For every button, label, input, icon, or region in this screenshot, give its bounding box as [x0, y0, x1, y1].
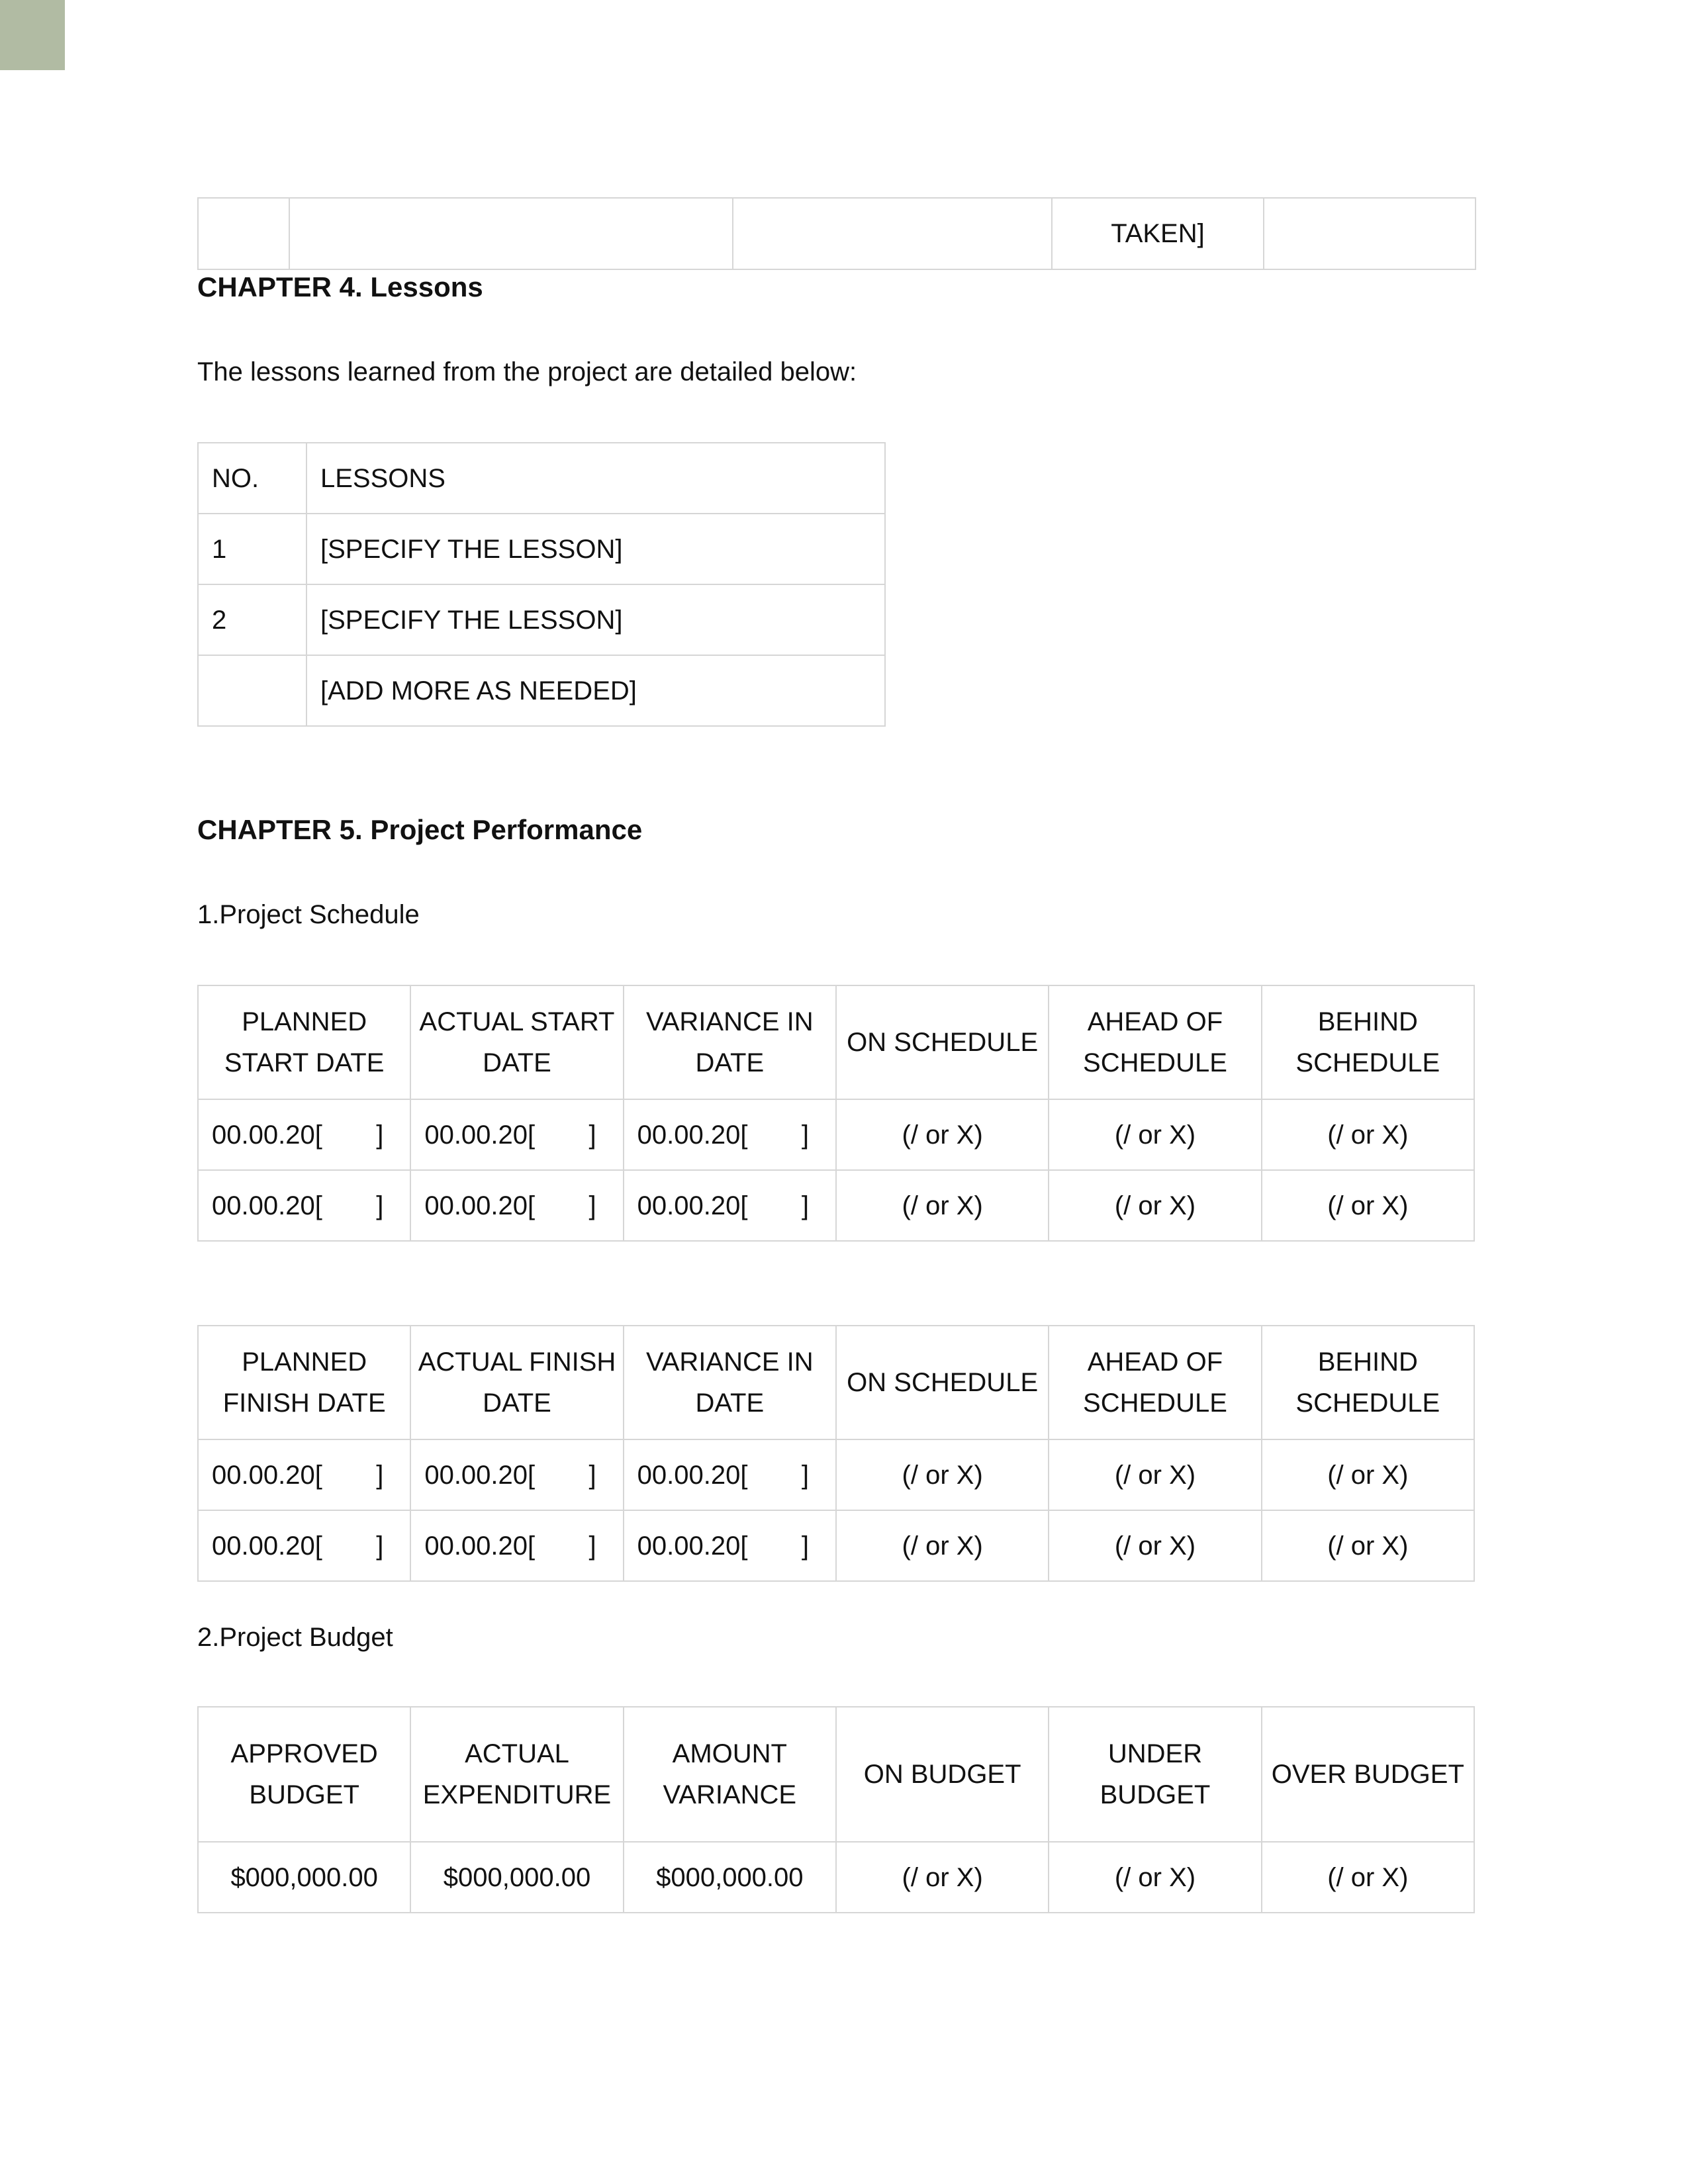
- table-row: [198, 1099, 1474, 1170]
- table-cell: 2: [198, 584, 306, 655]
- table-cell: $000,000.00: [410, 1842, 623, 1913]
- corner-color-block: [0, 0, 65, 70]
- table-cell: [198, 198, 289, 269]
- column-header: ON SCHEDULE: [836, 985, 1049, 1099]
- column-header: UNDER BUDGET: [1049, 1707, 1261, 1842]
- date-cell: 00.00.20[ ]: [198, 1099, 410, 1170]
- table-cell: TAKEN]: [1052, 198, 1264, 269]
- table-row: [198, 1170, 1474, 1241]
- table-cell: (/ or X): [1049, 1842, 1261, 1913]
- table-cell: 1: [198, 514, 306, 584]
- table-row: [198, 198, 1476, 269]
- column-header: NO.: [198, 443, 306, 514]
- column-header: AMOUNT VARIANCE: [624, 1707, 836, 1842]
- table-cell: (/ or X): [1262, 1842, 1474, 1913]
- column-header: VARIANCE IN DATE: [624, 1326, 836, 1439]
- date-cell: 00.00.20[ ]: [198, 1510, 410, 1581]
- column-header: ACTUAL FINISH DATE: [410, 1326, 623, 1439]
- table-cell: [289, 198, 733, 269]
- column-header: LESSONS: [306, 443, 885, 514]
- table-cell: (/ or X): [836, 1170, 1049, 1241]
- table-cell: (/ or X): [836, 1439, 1049, 1510]
- table-cell: (/ or X): [1262, 1099, 1474, 1170]
- column-header: AHEAD OF SCHEDULE: [1049, 1326, 1261, 1439]
- top-continuation-table: [197, 197, 1476, 270]
- table-cell: $000,000.00: [198, 1842, 410, 1913]
- table-cell: [1264, 198, 1476, 269]
- schedule-finish-table: [197, 1325, 1475, 1582]
- budget-section-label: 2.Project Budget: [197, 1623, 393, 1652]
- table-row: [198, 1510, 1474, 1581]
- table-row: [198, 514, 885, 584]
- table-cell: [733, 198, 1052, 269]
- schedule-start-table: [197, 985, 1475, 1242]
- table-header-row: [198, 985, 1474, 1099]
- column-header: ON BUDGET: [836, 1707, 1049, 1842]
- schedule-section-label: 1.Project Schedule: [197, 900, 420, 929]
- chapter-4-heading: CHAPTER 4. Lessons: [197, 271, 483, 302]
- table-row: [198, 1439, 1474, 1510]
- table-cell: [ADD MORE AS NEEDED]: [306, 655, 885, 726]
- column-header: BEHIND SCHEDULE: [1262, 1326, 1474, 1439]
- table-cell: (/ or X): [1262, 1439, 1474, 1510]
- date-cell: 00.00.20[ ]: [410, 1099, 623, 1170]
- table-row: [198, 1842, 1474, 1913]
- column-header: ACTUAL EXPENDITURE: [410, 1707, 623, 1842]
- table-cell: [SPECIFY THE LESSON]: [306, 514, 885, 584]
- date-cell: 00.00.20[ ]: [624, 1439, 836, 1510]
- date-cell: 00.00.20[ ]: [198, 1439, 410, 1510]
- table-cell: $000,000.00: [624, 1842, 836, 1913]
- column-header: OVER BUDGET: [1262, 1707, 1474, 1842]
- table-cell: (/ or X): [1049, 1170, 1261, 1241]
- date-cell: 00.00.20[ ]: [198, 1170, 410, 1241]
- table-cell: (/ or X): [1049, 1510, 1261, 1581]
- column-header: PLANNED FINISH DATE: [198, 1326, 410, 1439]
- table-cell: (/ or X): [1262, 1170, 1474, 1241]
- lessons-table: [197, 442, 886, 727]
- table-header-row: [198, 1326, 1474, 1439]
- table-row: [198, 584, 885, 655]
- table-cell: (/ or X): [836, 1842, 1049, 1913]
- table-header-row: [198, 1707, 1474, 1842]
- date-cell: 00.00.20[ ]: [410, 1510, 623, 1581]
- column-header: ON SCHEDULE: [836, 1326, 1049, 1439]
- column-header: APPROVED BUDGET: [198, 1707, 410, 1842]
- table-cell: (/ or X): [836, 1510, 1049, 1581]
- table-cell: (/ or X): [1262, 1510, 1474, 1581]
- column-header: ACTUAL START DATE: [410, 985, 623, 1099]
- table-cell: [198, 655, 306, 726]
- date-cell: 00.00.20[ ]: [410, 1439, 623, 1510]
- chapter-5-heading: CHAPTER 5. Project Performance: [197, 814, 643, 845]
- column-header: BEHIND SCHEDULE: [1262, 985, 1474, 1099]
- date-cell: 00.00.20[ ]: [410, 1170, 623, 1241]
- table-cell: [SPECIFY THE LESSON]: [306, 584, 885, 655]
- date-cell: 00.00.20[ ]: [624, 1170, 836, 1241]
- table-cell: (/ or X): [1049, 1439, 1261, 1510]
- date-cell: 00.00.20[ ]: [624, 1510, 836, 1581]
- table-cell: (/ or X): [836, 1099, 1049, 1170]
- date-cell: 00.00.20[ ]: [624, 1099, 836, 1170]
- chapter-4-intro: The lessons learned from the project are detailed below:: [197, 357, 857, 387]
- budget-table: [197, 1706, 1475, 1913]
- column-header: VARIANCE IN DATE: [624, 985, 836, 1099]
- column-header: PLANNED START DATE: [198, 985, 410, 1099]
- table-cell: (/ or X): [1049, 1099, 1261, 1170]
- column-header: AHEAD OF SCHEDULE: [1049, 985, 1261, 1099]
- table-row: [198, 655, 885, 726]
- table-header-row: [198, 443, 885, 514]
